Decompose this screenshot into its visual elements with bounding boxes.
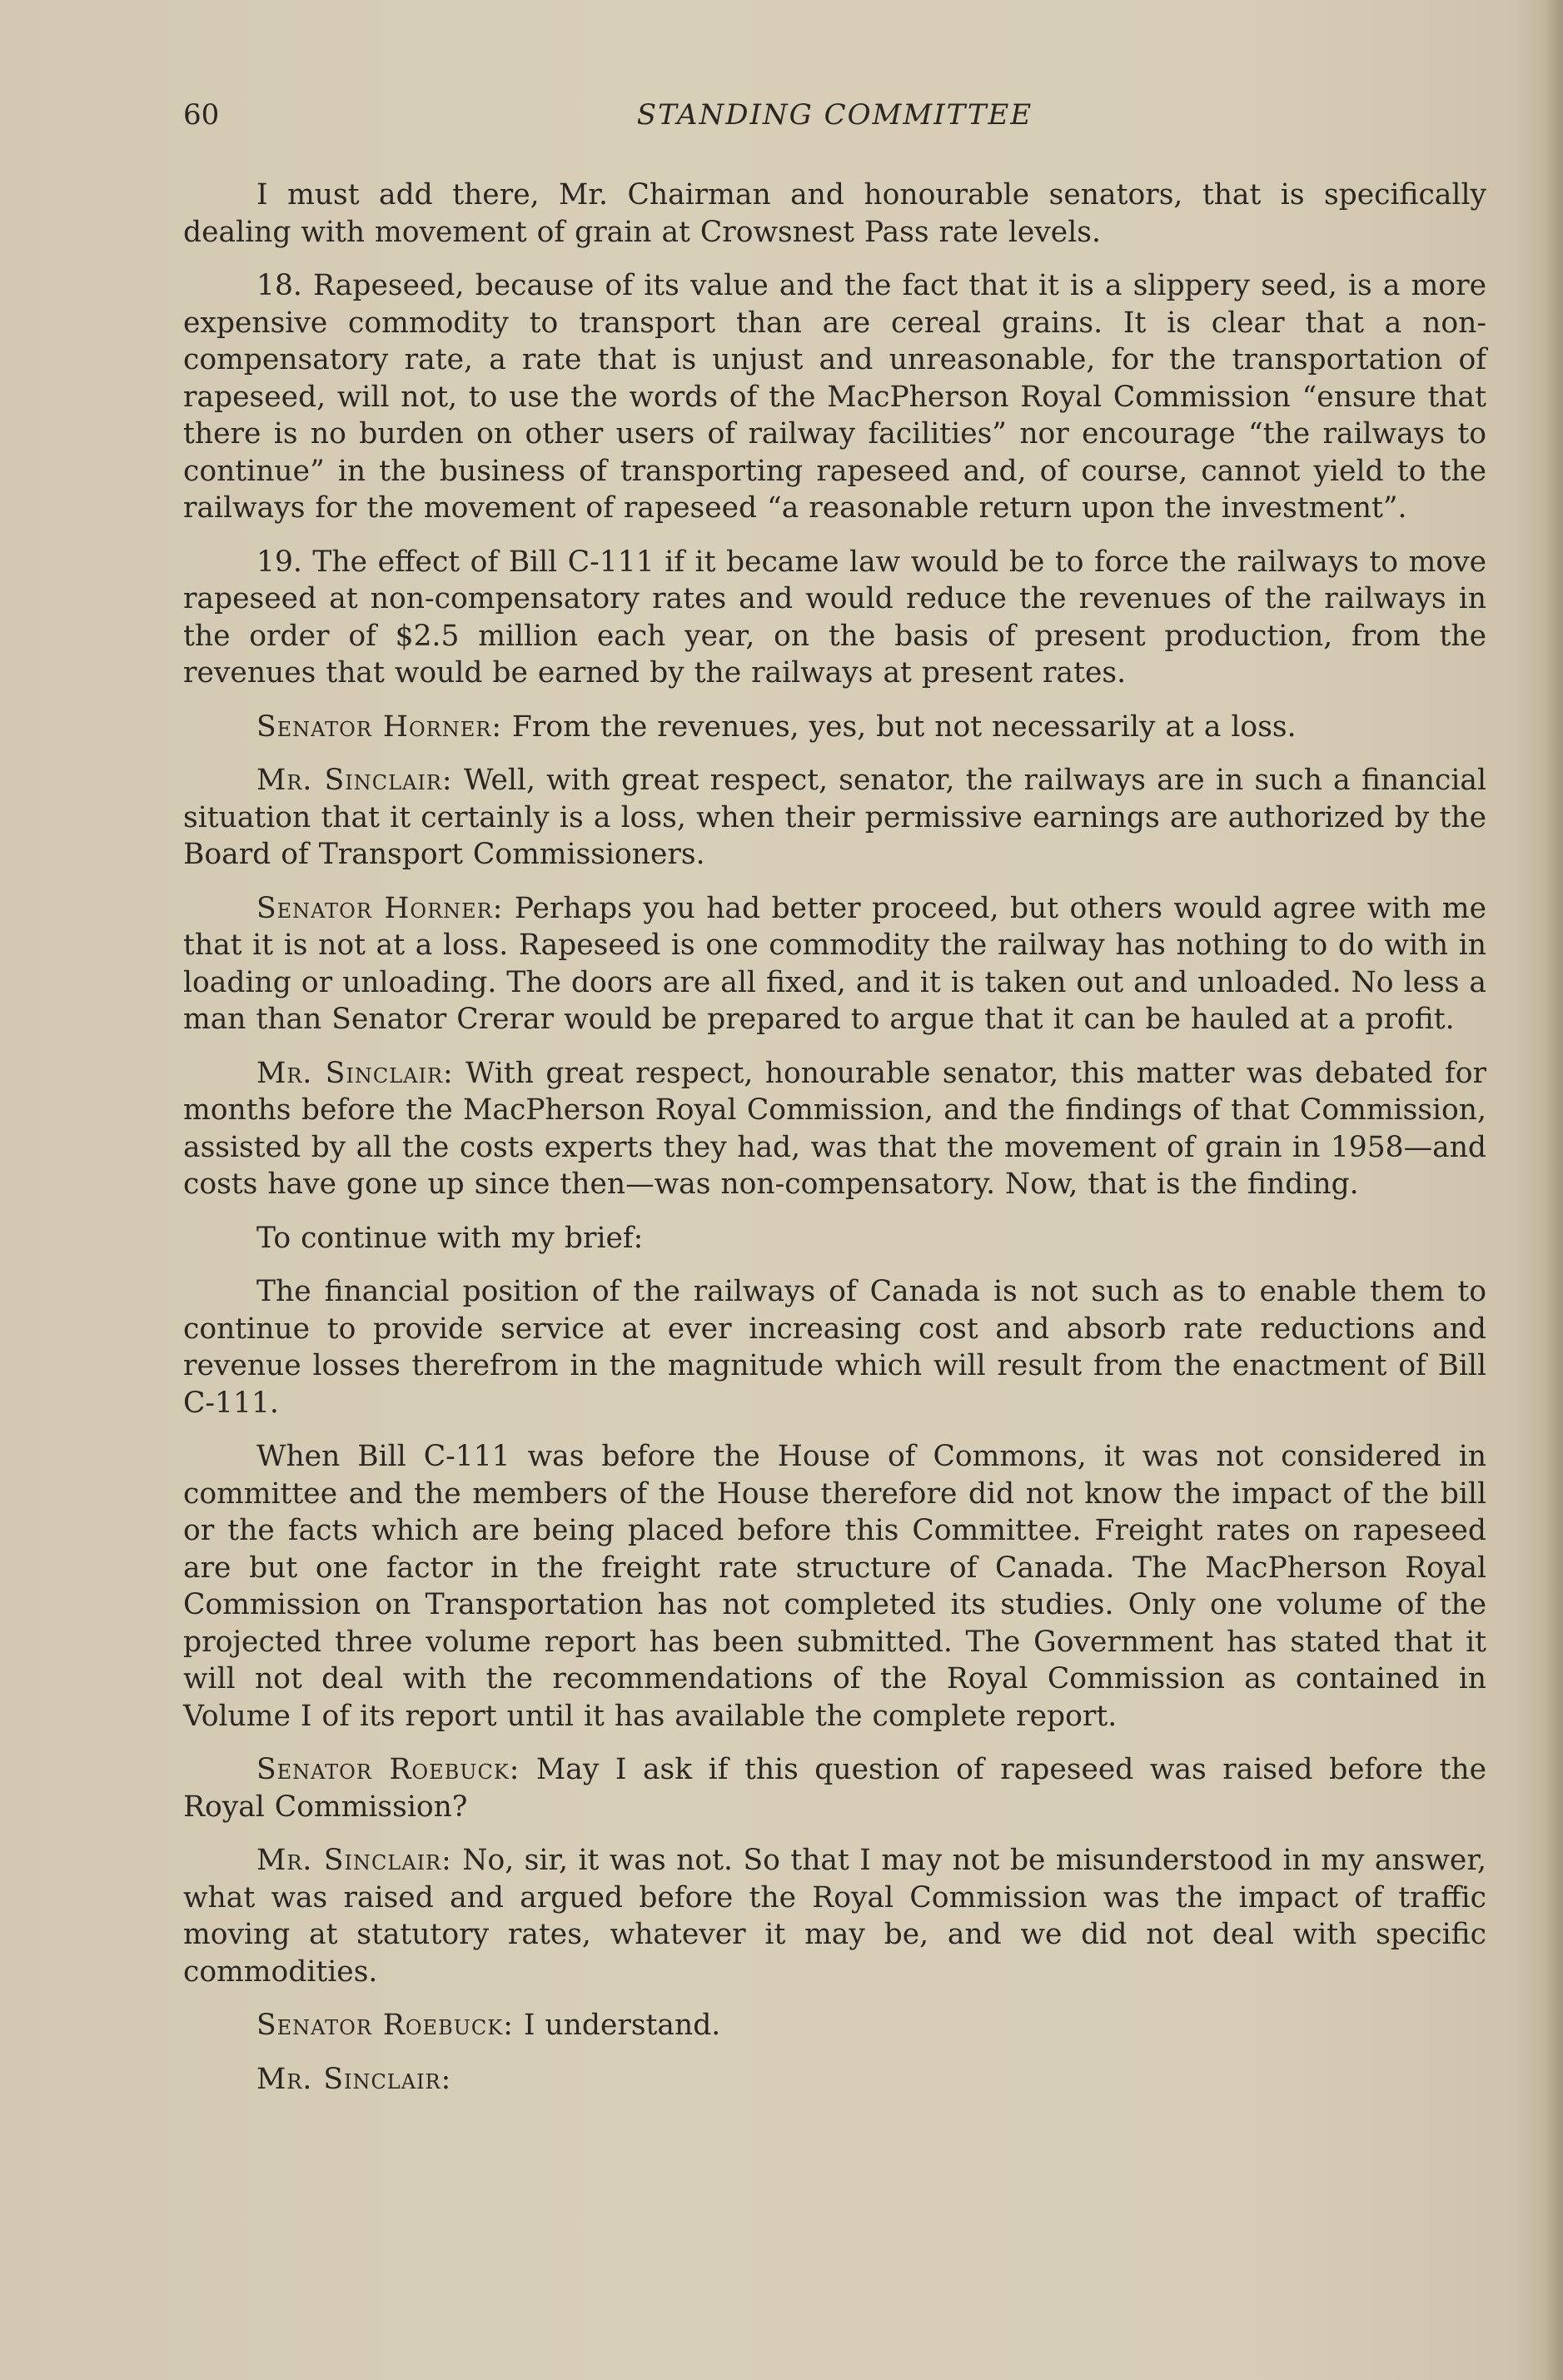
paragraph [183,177,1486,251]
paragraph [183,762,1486,874]
paragraph-text: When Bill C-111 was before the House of Commons, it was not considered in committee and the members of the House therefore did not know the impact of the bill or the facts which are being placed before this Committee. Freight rates on rapeseed are but one factor in the freight rate structure of Canada. The MacPherson Royal Commission on Transportation has not completed its studies. Only one volume of the projected three volume report has been submitted. The Government has stated that it will not deal with the recommendations of the Royal Commission as contained in Volume I of its report until it has available the complete report. [183,1440,1486,1733]
paragraph [183,2007,1486,2044]
running-head: STANDING COMMITTEE [636,98,1033,132]
paragraph-text: I understand. [523,2009,721,2042]
paragraph-text: To continue with my brief: [256,1221,644,1255]
paragraph-text: 18. Rapeseed, because of its value and the fact that it is a slippery seed, is a more expensive commodity to transport than are cereal grains. It is clear that a non-compensatory rate, a rate that is unjust and unreasonable, for the transportation of rapeseed, will not, to use the words of the MacPherson Royal Commission “ensure that there is no burden on other users of railway facilities” nor encourage “the railways to continue” in the business of transporting rapeseed and, of course, cannot yield to the railways for the movement of rapeseed “a reasonable return upon the investment”. [183,269,1486,525]
paragraph-text: From the revenues, yes, but not necessarily at a loss. [511,710,1297,744]
paragraph [183,2061,1486,2099]
speaker-name: Mr. Sinclair: [256,1844,452,1877]
paragraph [183,890,1486,1038]
speaker-name: Mr. Sinclair: [256,764,453,797]
paragraph-text: I must add there, Mr. Chairman and honourable senators, that is specifically dealing with movement of grain at Crowsnest Pass rate levels. [183,178,1486,249]
page-number: 60 [183,98,220,132]
paragraph-text: May I ask if this question of rapeseed was raised before the Royal Commission? [183,1753,1486,1824]
page-edge-shadow [1545,0,1563,2380]
page-header [183,98,1486,148]
paragraph [183,544,1486,692]
paragraph-text: Well, with great respect, senator, the railways are in such a financial situation that it certainly is a loss, when their permissive earnings are authorized by the Board of Transport Commissioners. [183,764,1486,871]
paragraph [183,709,1486,746]
speaker-name: Senator Roebuck: [256,2009,514,2042]
paragraph-text: The financial position of the railways of Canada is not such as to enable them to continue to provide service at ever increasing cost and absorb rate reductions and revenue losses therefrom in the magnitude which will result from the enactment of Bill C-111. [183,1275,1486,1420]
speaker-name: Senator Horner: [256,710,502,744]
paragraph [183,1220,1486,1257]
body-text [183,177,1486,2114]
paragraph-text: Perhaps you had better proceed, but others would agree with me that it is not at a loss. Rapeseed is one commodity the railway has nothing to do with in loading or unloading. The doors are all fixed, and it is taken out and unloaded. No less a man than Senator Crerar would be prepared to argue that it can be hauled at a profit. [183,891,1486,1036]
speaker-name: Senator Horner: [256,891,504,925]
paragraph-text: No, sir, it was not. So that I may not be misunderstood in my answer, what was raised and argued before the Royal Commission was the impact of traffic moving at statutory rates, whatever it may be, and we did not deal with specific commodities. [183,1844,1487,1989]
paragraph [183,1438,1486,1735]
paragraph-text: 19. The effect of Bill C-111 if it became law would be to force the railways to move rapeseed at non-compensatory rates and would reduce the revenues of the railways in the order of $2.5 million each year, on the basis of present production, from the revenues that would be earned by the railways at present rates. [183,545,1486,690]
speaker-name: Mr. Sinclair: [256,1056,454,1090]
paragraph [183,267,1486,527]
speaker-name: Mr. Sinclair: [256,2062,452,2096]
paragraph [183,1055,1486,1203]
speaker-name: Senator Roebuck: [256,1753,520,1786]
paragraph [183,1751,1486,1825]
paragraph-text: With great respect, honourable senator, this matter was debated for months before the MacPherson Royal Commission, and the findings of that Commission, assisted by all the costs experts they had, was that the movement of grain in 1958—and costs have gone up since then—was non-compensatory. Now, that is the finding. [183,1056,1486,1201]
paragraph [183,1273,1486,1422]
paragraph [183,1842,1486,1990]
